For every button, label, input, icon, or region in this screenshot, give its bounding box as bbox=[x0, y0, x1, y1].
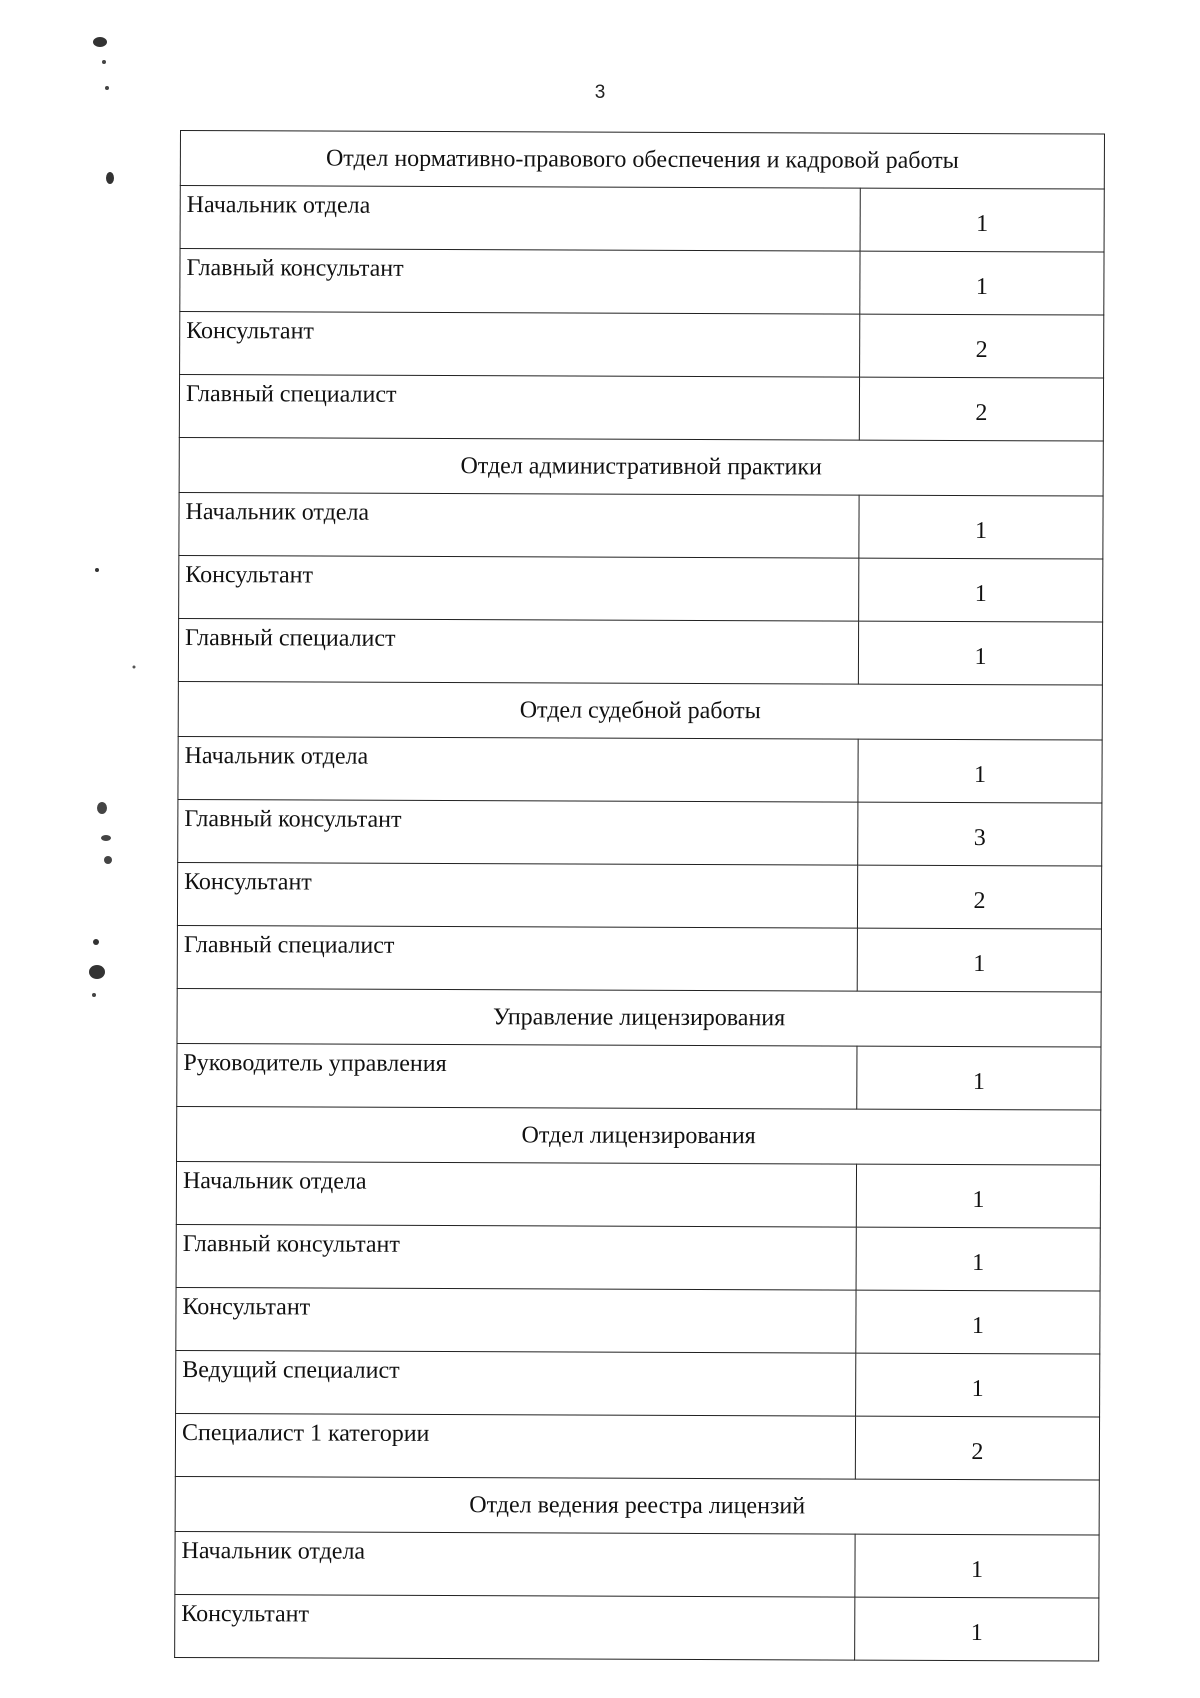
position-title: Главный консультант bbox=[176, 1224, 856, 1290]
position-count: 1 bbox=[859, 558, 1103, 622]
section-header-row bbox=[177, 988, 1101, 1047]
position-title: Главный специалист bbox=[179, 375, 859, 441]
position-count: 2 bbox=[857, 865, 1101, 929]
table-row bbox=[178, 736, 1102, 803]
position-count: 1 bbox=[859, 495, 1103, 559]
section-header-row bbox=[179, 437, 1103, 496]
section-header-row bbox=[177, 1106, 1101, 1165]
table-row bbox=[179, 492, 1103, 559]
table-row bbox=[180, 186, 1104, 253]
position-title: Начальник отдела bbox=[180, 186, 860, 252]
position-title: Начальник отдела bbox=[175, 1531, 855, 1597]
page-number: 3 bbox=[594, 82, 606, 103]
section-header-row bbox=[175, 1476, 1099, 1535]
table-row bbox=[179, 555, 1103, 622]
table-row bbox=[176, 1287, 1100, 1354]
position-title: Консультант bbox=[177, 862, 857, 928]
position-count: 1 bbox=[856, 1164, 1100, 1228]
section-title: Отдел лицензирования bbox=[177, 1106, 1101, 1165]
position-count: 3 bbox=[858, 802, 1102, 866]
position-title: Главный специалист bbox=[177, 925, 857, 991]
position-title: Консультант bbox=[176, 1287, 856, 1353]
position-title: Консультант bbox=[179, 555, 859, 621]
position-count: 1 bbox=[857, 1046, 1101, 1110]
table-row bbox=[175, 1531, 1099, 1598]
position-title: Начальник отдела bbox=[179, 492, 859, 558]
position-title: Специалист 1 категории bbox=[175, 1413, 855, 1479]
table-row bbox=[177, 862, 1101, 929]
position-count: 1 bbox=[856, 1353, 1100, 1417]
table-row bbox=[176, 1224, 1100, 1291]
position-count: 1 bbox=[856, 1290, 1100, 1354]
position-count: 1 bbox=[858, 739, 1102, 803]
section-header-row bbox=[180, 131, 1104, 190]
scan-specks bbox=[0, 0, 140, 1000]
position-title: Главный консультант bbox=[178, 799, 858, 865]
position-title: Ведущий специалист bbox=[176, 1350, 856, 1416]
position-count: 1 bbox=[855, 1597, 1099, 1661]
table-row bbox=[180, 249, 1104, 316]
table-row bbox=[177, 925, 1101, 992]
position-count: 1 bbox=[855, 1534, 1099, 1598]
table-row bbox=[178, 618, 1102, 685]
position-title: Начальник отдела bbox=[176, 1161, 856, 1227]
section-header-row bbox=[178, 681, 1102, 740]
position-title: Консультант bbox=[180, 312, 860, 378]
position-count: 1 bbox=[858, 621, 1102, 685]
position-count: 1 bbox=[860, 251, 1104, 315]
table-row bbox=[175, 1594, 1099, 1661]
position-count: 2 bbox=[860, 314, 1104, 378]
position-count: 1 bbox=[856, 1227, 1100, 1291]
position-count: 2 bbox=[859, 377, 1103, 441]
section-title: Отдел ведения реестра лицензий bbox=[175, 1476, 1099, 1535]
position-title: Главный специалист bbox=[178, 618, 858, 684]
table-row bbox=[179, 375, 1103, 442]
table-row bbox=[175, 1413, 1099, 1480]
position-count: 2 bbox=[855, 1416, 1099, 1480]
section-title: Отдел судебной работы bbox=[178, 681, 1102, 740]
table-row bbox=[176, 1161, 1100, 1228]
position-title: Руководитель управления bbox=[177, 1043, 857, 1109]
section-title: Управление лицензирования bbox=[177, 988, 1101, 1047]
section-title: Отдел нормативно-правового обеспечения и кадровой работы bbox=[180, 131, 1104, 190]
section-title: Отдел административной практики bbox=[179, 437, 1103, 496]
position-count: 1 bbox=[860, 188, 1104, 252]
position-count: 1 bbox=[857, 928, 1101, 992]
table-row bbox=[176, 1350, 1100, 1417]
position-title: Начальник отдела bbox=[178, 736, 858, 802]
position-title: Главный консультант bbox=[180, 249, 860, 315]
staffing-table bbox=[174, 130, 1105, 1662]
table-row bbox=[180, 312, 1104, 379]
position-title: Консультант bbox=[175, 1594, 855, 1660]
table-row bbox=[177, 1043, 1101, 1110]
table-row bbox=[178, 799, 1102, 866]
